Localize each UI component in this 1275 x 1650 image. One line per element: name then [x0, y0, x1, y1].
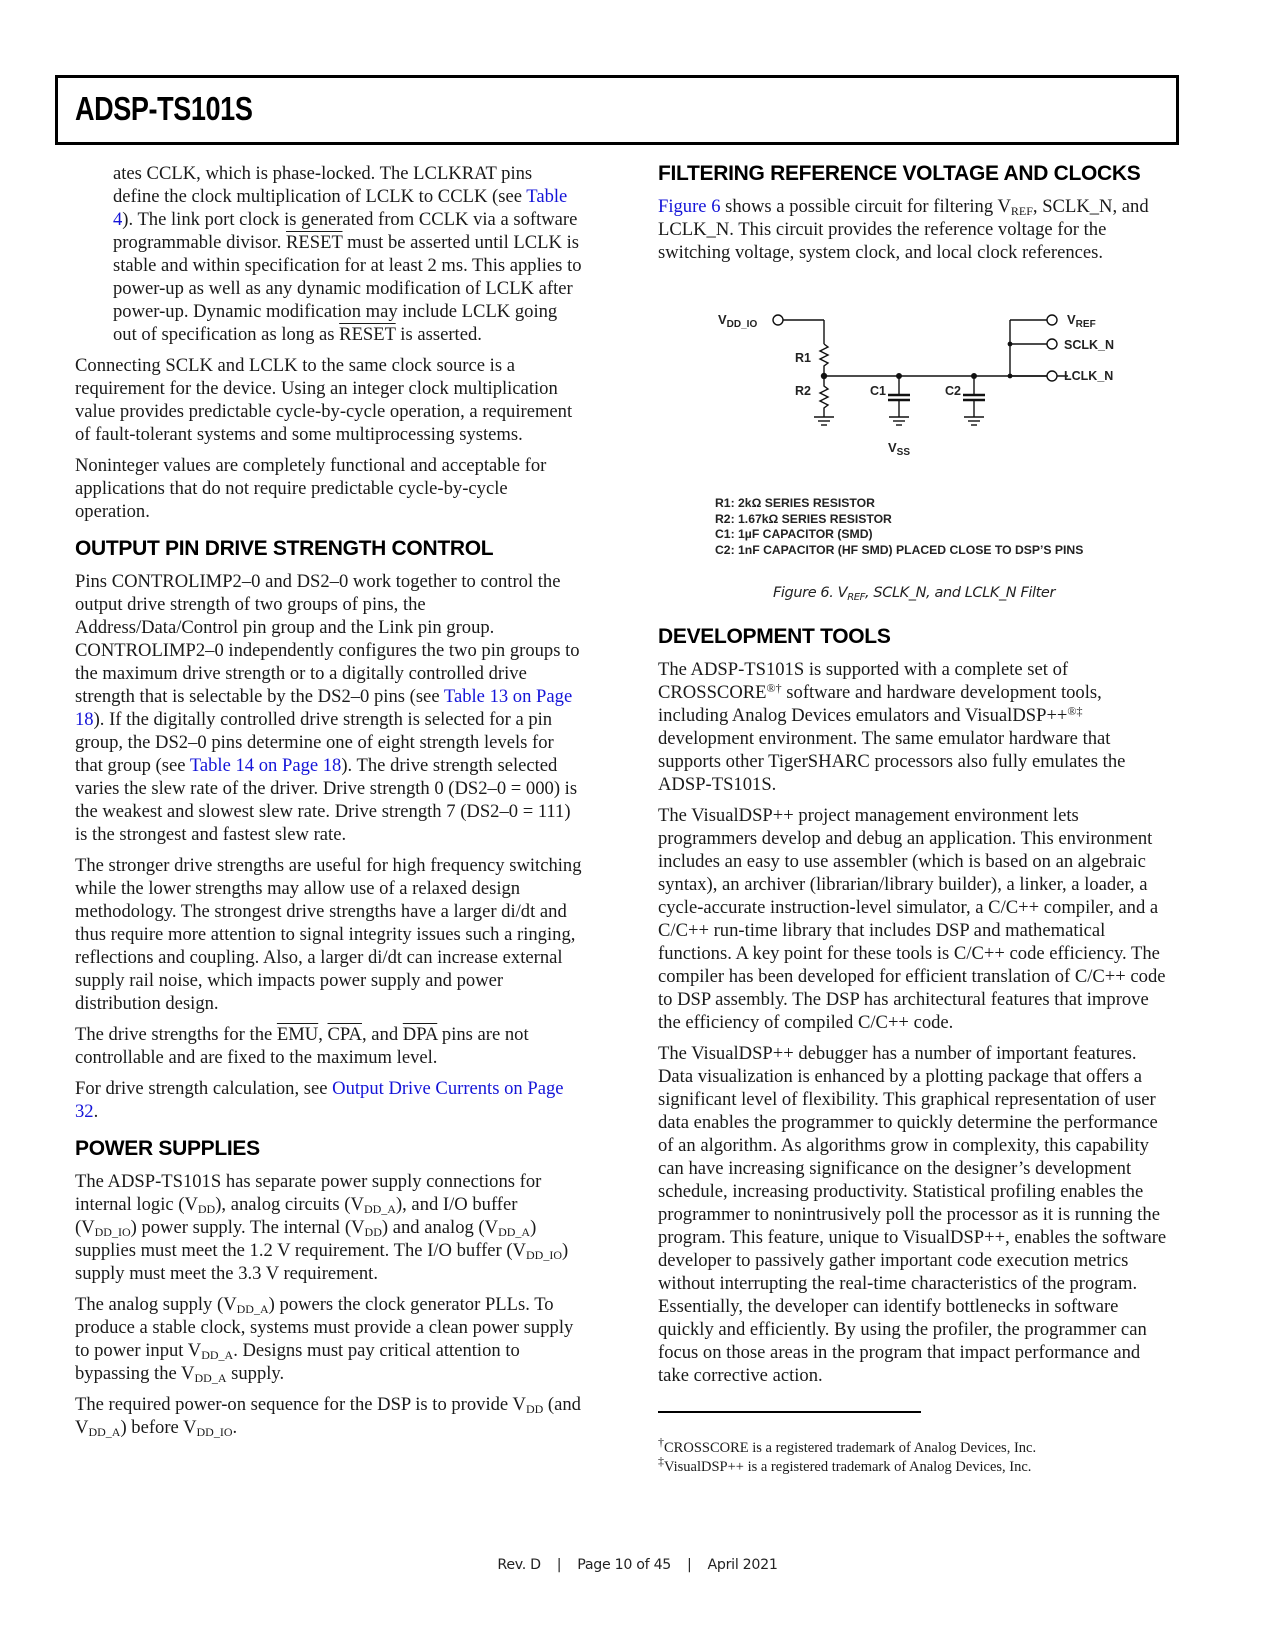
text: ) and analog (V: [381, 1217, 499, 1238]
figure-6-circuit: [658, 282, 1170, 582]
text: .: [232, 1417, 238, 1438]
text: The required power-on sequence for the DSP is to provide V: [75, 1394, 526, 1415]
text: ) supply must meet the 3.3 V requirement.: [75, 1240, 569, 1284]
r2-resistor: [820, 376, 828, 417]
text: , and: [361, 1024, 403, 1045]
text: ) powers the clock generator PLLs. To produce a stable clock, systems must provide a clean power supply to power input V: [75, 1294, 574, 1361]
subscript: DD_A: [363, 1202, 396, 1216]
text: supply.: [226, 1363, 285, 1384]
dev-paragraph-1: [658, 658, 1170, 796]
text: pins are not controllable and are fixed to the maximum level.: [75, 1024, 529, 1068]
filter-schematic: [658, 282, 1170, 492]
subscript: DD_IO: [525, 1248, 562, 1262]
text: (and V: [75, 1394, 581, 1438]
ground-icon: [814, 417, 834, 425]
footnote-divider: [658, 1411, 921, 1413]
reset-signal: RESET: [286, 232, 343, 253]
left-column: [75, 162, 583, 1447]
text: .: [93, 1101, 99, 1122]
noninteger-paragraph: Noninteger values are completely functional and acceptable for applications that do not require predictable cycle-by-cycle operation.: [75, 455, 547, 522]
subscript: REF: [1010, 204, 1033, 218]
figure-caption: [658, 582, 1170, 605]
superscript: ®‡: [1067, 704, 1083, 718]
text: The ADSP-TS101S is supported with a complete set of CROSSCORE: [658, 659, 1069, 703]
superscript: ®†: [766, 681, 782, 695]
subscript: DD_IO: [196, 1425, 233, 1439]
subscript: DD: [525, 1402, 544, 1416]
dev-paragraph-3: The VisualDSP++ debugger has a number of important features. Data visualization is enhanced by a plotting package that offers a significant level of flexibility. This graphical representation of user data enables the programmer to quickly determine the performance of an algorithm. As algorithms grow in complexity, this capability can have increasing significance on the designer’s development schedule, increasing productivity. Statistical profiling enables the programmer to nonintrusively poll the processor as it is running the program. This feature, unique to VisualDSP++, enables the software developer to passively gather important code execution metrics without interrupting the real-time characteristics of the program. Essentially, the developer can identify bottlenecks in software quickly and efficiently. By using the profiler, the programmer can focus on those areas in the program that impact performance and take corrective action.: [658, 1043, 1167, 1386]
vss-label: $V_{SS}$: [888, 440, 911, 458]
fixed-drive-paragraph: [75, 1023, 583, 1069]
text: ), and I/O buffer (V: [75, 1194, 518, 1238]
link-table-4[interactable]: Table 4: [113, 186, 568, 230]
text: , SCLK_N, and LCLK_N Filter: [865, 585, 1056, 601]
subscript: DD_A: [498, 1225, 531, 1239]
text: ), analog circuits (V: [215, 1194, 364, 1215]
subscript: DD: [364, 1225, 382, 1239]
r1-resistor: [820, 344, 828, 376]
link-table-14[interactable]: Table 14 on Page 18: [189, 755, 342, 776]
subscript: DD_IO: [94, 1225, 131, 1239]
text: The drive strengths for the: [75, 1024, 277, 1045]
power-paragraph-1: [75, 1170, 583, 1285]
link-figure-6[interactable]: Figure 6: [658, 196, 721, 217]
revision: Rev. D: [497, 1557, 541, 1573]
link-table-13[interactable]: Table 13 on Page 18: [75, 686, 573, 730]
text: ,: [318, 1024, 328, 1045]
power-paragraph-2: [75, 1293, 583, 1385]
text: ) supplies must meet the 1.2 V requirement. The I/O buffer (V: [75, 1217, 537, 1261]
r1-label: R1: [795, 351, 811, 365]
ground-icon: [964, 417, 984, 425]
calc-paragraph: [75, 1077, 583, 1123]
text: For drive strength calculation, see: [75, 1078, 333, 1099]
lclk-n-label: LCLK_N: [1064, 369, 1114, 383]
subscript: DD_A: [201, 1348, 234, 1362]
vdd-io-terminal: [773, 315, 783, 325]
text: , SCLK_N, and LCLK_N. This circuit provides the reference voltage for the switching voltage, system clock, and local clock references.: [658, 196, 1149, 263]
page-number: Page 10 of 45: [577, 1557, 672, 1573]
vdd-io-label: $V_{DD\_IO}$: [718, 312, 758, 330]
heading-output-pin-drive: OUTPUT PIN DRIVE STRENGTH CONTROL: [75, 537, 494, 560]
text: ). If the digitally controlled drive strength is selected for a pin group, the DS2–0 pins determine one of eight strength levels for that group (see: [75, 709, 554, 776]
separator: |: [687, 1557, 692, 1573]
pins-paragraph: [75, 570, 583, 846]
subscript: DD_A: [236, 1302, 269, 1316]
subscript: DD: [197, 1202, 216, 1216]
text: VisualDSP++ is a registered trademark of Analog Devices, Inc.: [664, 1459, 1032, 1475]
footnote-mark: ‡: [658, 1454, 664, 1468]
lclk-n-terminal: [1047, 371, 1057, 381]
footnote-mark: †: [658, 1435, 664, 1449]
c2-label: C2: [945, 384, 961, 398]
dev-paragraph-2: The VisualDSP++ project management environment lets programmers develop and debug an application. This environment includes an easy to use assembler (which is based on an algebraic syntax), an archiver (librarian/library builder), a linker, a loader, a cycle-accurate instruction-level simulator, a C/C++ compiler, and a C/C++ run-time library that includes DSP and mathematical functions. A key point for these tools is C/C++ code efficiency. The compiler has been developed for efficient translation of C/C++ code to DSP assembly. The DSP has architectural features that improve the efficiency of compiled C/C++ code.: [658, 805, 1166, 1033]
text: development environment. The same emulator hardware that supports other TigerSHARC processors also fully emulates the ADSP-TS101S.: [658, 728, 1126, 795]
text: The analog supply (V: [75, 1294, 237, 1315]
vref-label: $V_{REF}$: [1067, 312, 1096, 330]
legend-item-r1: R1: 2kΩ SERIES RESISTOR: [715, 496, 875, 510]
heading-power-supplies: POWER SUPPLIES: [75, 1137, 260, 1160]
connecting-paragraph: Connecting SCLK and LCLK to the same clock source is a requirement for the device. Using an integer clock multiplication value provides predictable cycle-by-cycle operation, a requirement of fault-tolerant systems and some multiprocessing systems.: [75, 355, 573, 445]
text: ates CCLK, which is phase-locked. The LCLKRAT pins define the clock multiplication of LCLK to CCLK (see: [113, 163, 533, 207]
sclk-n-terminal: [1047, 339, 1057, 349]
dpa-signal: $\overline{DPA}$: [402, 1024, 438, 1045]
text: CROSSCORE is a registered trademark of Analog Devices, Inc.: [664, 1440, 1037, 1456]
subscript: REF: [847, 592, 866, 603]
date: April 2021: [707, 1557, 778, 1573]
text: . Designs must pay critical attention to bypassing the V: [75, 1340, 520, 1384]
separator: |: [556, 1557, 562, 1573]
footnote-visualdsp: [658, 1454, 1170, 1477]
footnote-crosscore: [658, 1435, 1170, 1458]
vref-terminal: [1047, 315, 1057, 325]
text: software and hardware development tools, including Analog Devices emulators and VisualDSP++: [658, 682, 1102, 726]
stronger-paragraph: The stronger drive strengths are useful for high frequency switching while the lower strengths may allow use of a relaxed design methodology. The strongest drive strengths have a larger di/dt and thus require more attention to signal integrity issues such a ringing, reflections and coupling. Also, a larger di/dt can increase external supply rail noise, which impacts power supply and power distribution design.: [75, 855, 582, 1014]
text: ) before V: [120, 1417, 197, 1438]
c1-label: C1: [870, 384, 886, 398]
legend-item-r2: R2: 1.67kΩ SERIES RESISTOR: [715, 511, 892, 526]
filter-paragraph: [658, 195, 1170, 264]
text: ) power supply. The internal (V: [130, 1217, 365, 1238]
text: ). The link port clock is generated from CCLK via a software programmable divisor.: [113, 209, 578, 253]
page-footer: [0, 1557, 1275, 1573]
reset-signal: RESET: [339, 324, 396, 345]
right-column: [658, 162, 1170, 1477]
r2-label: R2: [795, 384, 811, 398]
text: The ADSP-TS101S has separate power supply connections for internal logic (V: [75, 1171, 542, 1215]
text: Pins CONTROLIMP2–0 and DS2–0 work together to control the output drive strength of two groups of pins, the Address/Data/Control pin group and the Link pin group. CONTROLIMP2–0 independently configures the two pin groups to the maximum drive strength or to a digitally controlled drive strength that is selectable by the DS2–0 pins (see: [75, 571, 580, 707]
page-header: [55, 75, 1179, 145]
clock-paragraph: [113, 162, 583, 346]
text: Figure 6. V: [772, 585, 848, 601]
sclk-n-label: SCLK_N: [1064, 338, 1115, 352]
heading-development-tools: DEVELOPMENT TOOLS: [658, 625, 891, 648]
subscript: DD_A: [194, 1371, 227, 1385]
text: ). The drive strength selected varies the slew rate of the driver. Drive strength 0 (DS2–0 = 000) is the weakest and slowest slew rate. Drive strength 7 (DS2–0 = 111) is the strongest and fastest slew rate.: [75, 755, 578, 845]
figure-legend: [715, 496, 1083, 558]
legend-item-c2: C2: 1nF CAPACITOR (HF SMD) PLACED CLOSE TO DSP’S PINS: [715, 542, 1084, 557]
legend-item-c1: C1: 1µF CAPACITOR (SMD): [715, 527, 873, 541]
text: is asserted.: [395, 324, 482, 345]
document-title: ADSP-TS101S: [75, 90, 253, 127]
emu-signal: $\overline{EMU}$: [276, 1024, 319, 1045]
link-output-drive-currents[interactable]: Output Drive Currents on Page 32: [75, 1078, 564, 1122]
cpa-signal: $\overline{CPA}$: [327, 1024, 362, 1045]
subscript: DD_A: [88, 1425, 121, 1439]
text: shows a possible circuit for filtering V: [720, 196, 1011, 217]
heading-filtering: FILTERING REFERENCE VOLTAGE AND CLOCKS: [658, 162, 1141, 185]
text: must be asserted until LCLK is stable and within specification for at least 2 ms. This applies to power-up as well as any dynamic modification of LCLK after power-up. Dynamic modification may include LCLK going out of specification as long as: [113, 232, 582, 345]
ground-icon: [889, 417, 909, 425]
power-paragraph-3: [75, 1393, 583, 1439]
